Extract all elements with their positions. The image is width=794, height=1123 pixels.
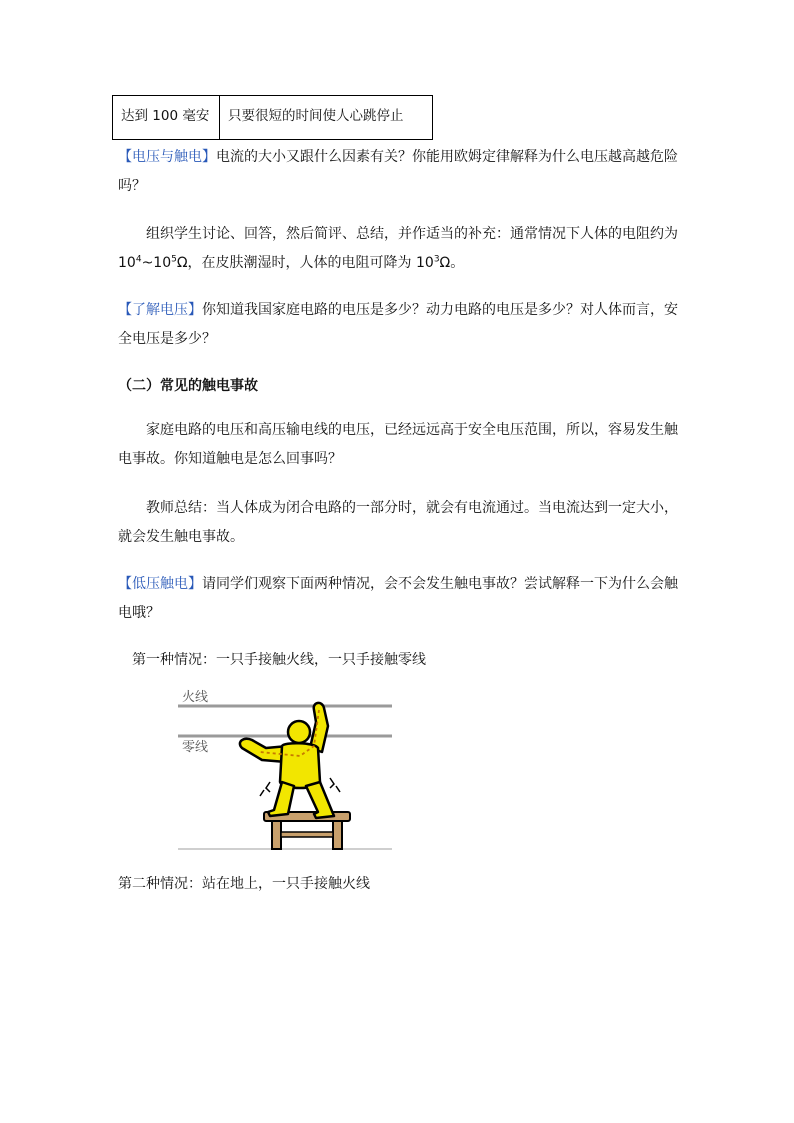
current-effect-table xyxy=(112,95,433,140)
shock-illustration xyxy=(178,686,392,852)
wooden-stool xyxy=(264,812,350,849)
shocked-person-figure xyxy=(240,703,334,818)
tag-voltage-shock: 【电压与触电】 xyxy=(118,149,216,165)
tag-low-voltage: 【低压触电】 xyxy=(118,576,202,592)
text-know-voltage: 你知道我国家庭电路的电压是多少？动力电路的电压是多少？对人体而言，安全电压是多少？ xyxy=(118,302,678,347)
text-resistance-a: 组织学生讨论、回答，然后简评、总结，并作适当的补充：通常情况下人体的电阻约为 10 xyxy=(118,226,678,271)
paragraph-teacher-summary: 教师总结：当人体成为闭合电路的一部分时，就会有电流通过。当电流达到一定大小，就会发生触电事故。 xyxy=(118,500,678,545)
sup-5: 5 xyxy=(171,254,177,265)
paragraph-household-voltage: 家庭电路的电压和高压输电线的电压，已经远远高于安全电压范围，所以，容易发生触电事故。你知道触电是怎么回事吗？ xyxy=(118,422,678,467)
text-resistance-c: Ω。 xyxy=(439,255,465,271)
tag-know-voltage: 【了解电压】 xyxy=(118,302,202,318)
paragraph-low-voltage xyxy=(118,570,688,628)
live-wire-label: 火线 xyxy=(182,690,209,705)
sup-4: 4 xyxy=(135,254,142,265)
text-resistance-b: Ω，在皮肤潮湿时，人体的电阻可降为 10 xyxy=(176,255,434,271)
table-row xyxy=(113,96,433,140)
paragraph-voltage-shock xyxy=(118,143,688,201)
case-one-label: 第一种情况：一只手接触火线，一只手接触零线 xyxy=(132,652,426,668)
neutral-wire-label: 零线 xyxy=(182,740,209,755)
case-two-label: 第二种情况：站在地上，一只手接触火线 xyxy=(118,876,370,892)
section-heading: （二）常见的触电事故 xyxy=(118,378,258,394)
sup-3: 3 xyxy=(433,254,440,265)
text-low-voltage: 请同学们观察下面两种情况，会不会发生触电事故？尝试解释一下为什么会触电哦？ xyxy=(118,576,678,621)
text-voltage-shock: 电流的大小又跟什么因素有关？你能用欧姆定律解释为什么电压越高越危险吗？ xyxy=(118,149,678,194)
paragraph-resistance xyxy=(118,220,688,278)
table-cell-current: 达到 100 毫安 xyxy=(113,96,220,140)
paragraph-know-voltage xyxy=(118,296,688,354)
table-cell-effect: 只要很短的时间使人心跳停止 xyxy=(220,96,433,140)
text-resistance-mid: ~10 xyxy=(141,255,172,271)
